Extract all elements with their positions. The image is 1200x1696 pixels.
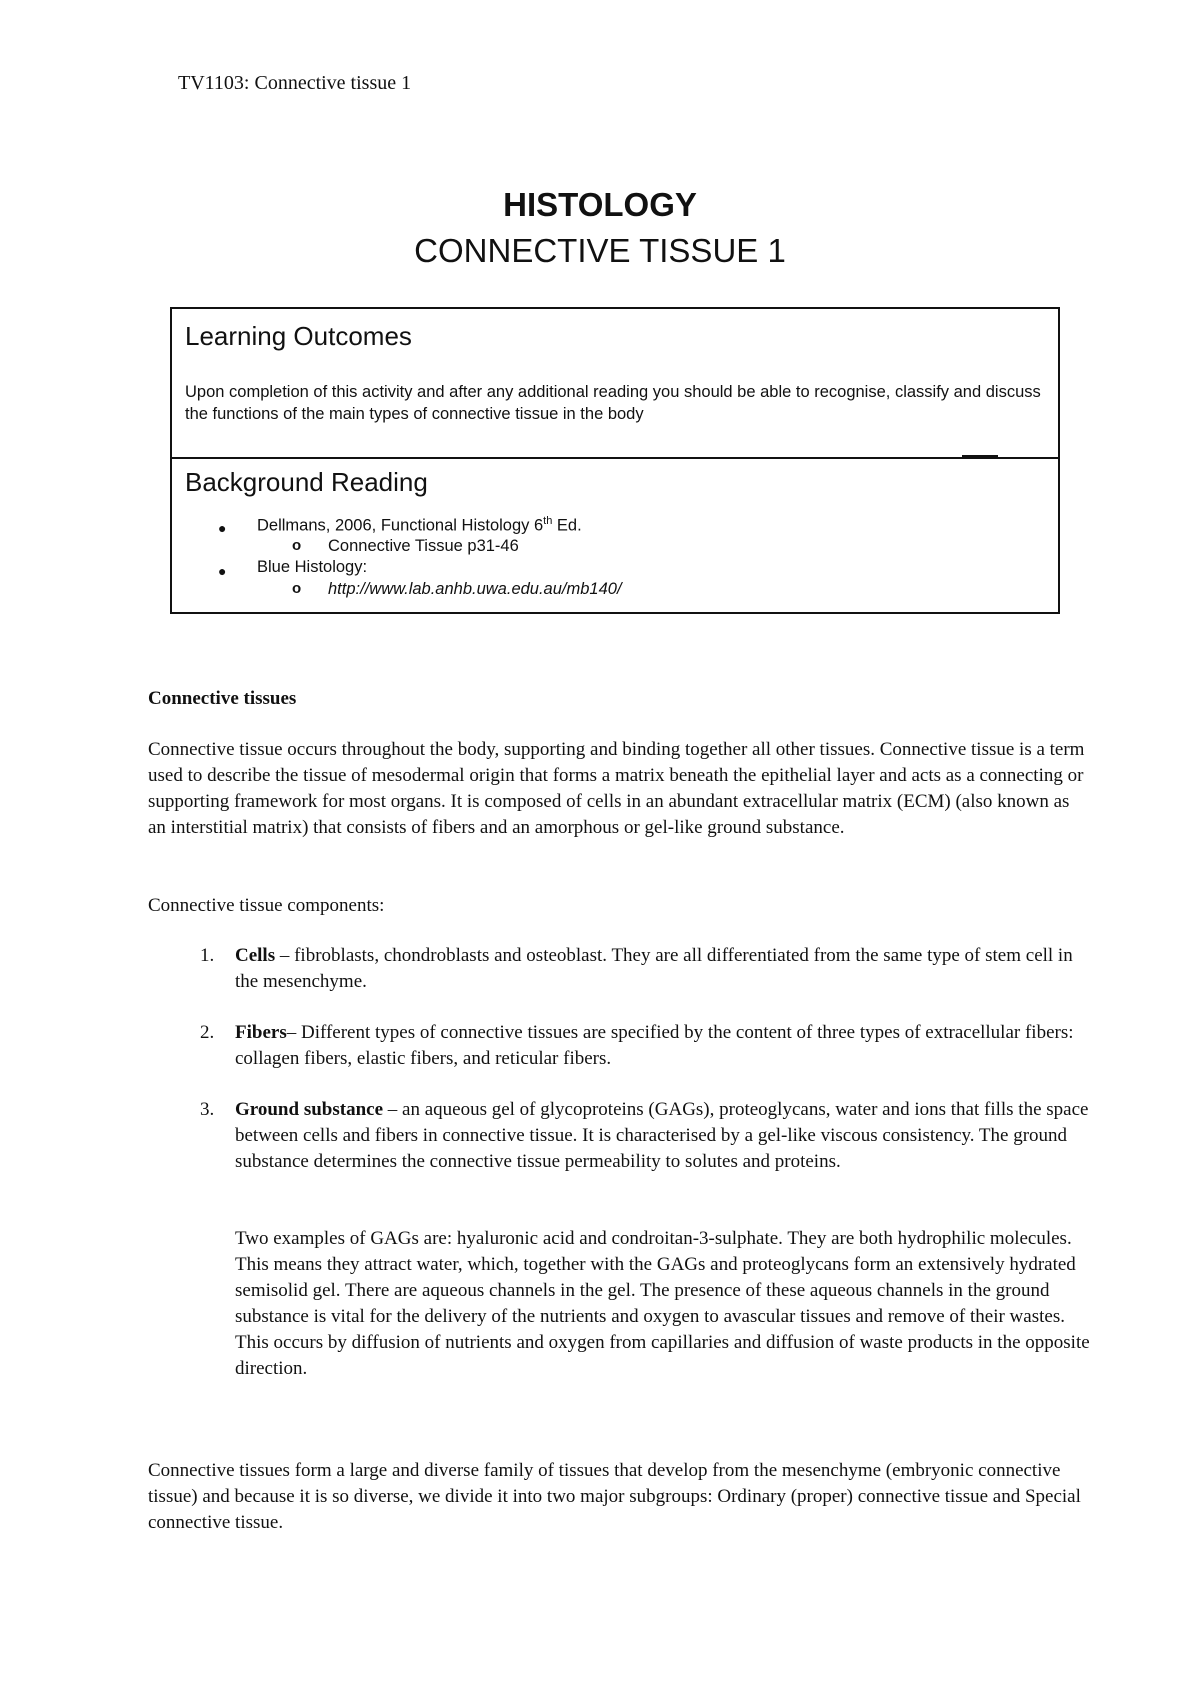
background-reading-heading: Background Reading [185,467,428,497]
document-subtitle: CONNECTIVE TISSUE 1 [414,232,786,269]
bullet-dot-icon: ● [218,520,227,536]
gags-paragraph: Two examples of GAGs are: hyaluronic acid and condroitan-3-sulphate. They are both hydrophilic molecules. This means they attract water, which, together with the GAGs and proteoglycans form an extensively hydrated semisolid gel. There are aqueous channels in the gel. The presence of these aqueous channels in the ground substance is vital for the delivery of the nutrients and oxygen to avascular tissues and remove of their wastes. This occurs by diffusion of nutrients and oxygen from capillaries and diffusion of waste products in the opposite direction. [235,1228,1090,1379]
list-item-body: Cells – fibroblasts, chondroblasts and osteoblast. They are all differentiated from the same type of stem cell in the mesenchyme. [235,945,1073,992]
reading-subitem-pages: Connective Tissue p31-46 [328,537,519,555]
bullet-circle-icon: o [292,537,302,554]
background-reading-box [170,457,1060,614]
list-number: 3. [200,1099,215,1120]
list-item-body: Ground substance – an aqueous gel of glycoproteins (GAGs), proteoglycans, water and ions that fills the space between cells and fibers in connective tissue. It is characterised by a gel-like viscous consistency. The ground substance determines the connective tissue permeability to solutes and proteins. [235,1099,1089,1172]
list-number: 2. [200,1022,215,1043]
reading-item-textbook: Dellmans, 2006, Functional Histology 6th Ed. [257,515,582,535]
learning-outcomes-heading: Learning Outcomes [185,321,412,351]
bullet-circle-icon: o [292,580,302,597]
bullet-dot-icon: ● [218,563,227,579]
components-label: Connective tissue components: [148,895,385,916]
list-number: 1. [200,945,215,966]
section-heading: Connective tissues [148,688,297,709]
list-item-body: Fibers– Different types of connective tissues are specified by the content of three types of extracellular fibers: collagen fibers, elastic fibers, and reticular fibers. [235,1022,1074,1069]
intro-paragraph: Connective tissue occurs throughout the body, supporting and binding together all other tissues. Connective tissue is a term used to describe the tissue of mesodermal origin that forms a matrix beneath the epithelial layer and acts as a connecting or supporting framework for most organs. It is composed of cells in an abundant extracellular matrix (ECM) (also known as an interstitial matrix) that consists of fibers and an amorphous or gel-like ground substance. [148,739,1085,838]
document-title: HISTOLOGY [503,186,697,223]
learning-outcomes-box [170,307,1060,459]
learning-outcomes-text: Upon completion of this activity and after any additional reading you should be able to recognise, classify and discuss the functions of the main types of connective tissue in the body [185,383,1041,423]
reading-link[interactable]: http://www.lab.anhb.uwa.edu.au/mb140/ [328,580,622,598]
reading-item-blue-histology: Blue Histology: [257,558,368,576]
page-header: TV1103: Connective tissue 1 [178,72,412,94]
closing-paragraph: Connective tissues form a large and diverse family of tissues that develop from the mesenchyme (embryonic connective tissue) and because it is so diverse, we divide it into two major subgroups: Ordinary (proper) connective tissue and Special connective tissue. [148,1460,1081,1533]
